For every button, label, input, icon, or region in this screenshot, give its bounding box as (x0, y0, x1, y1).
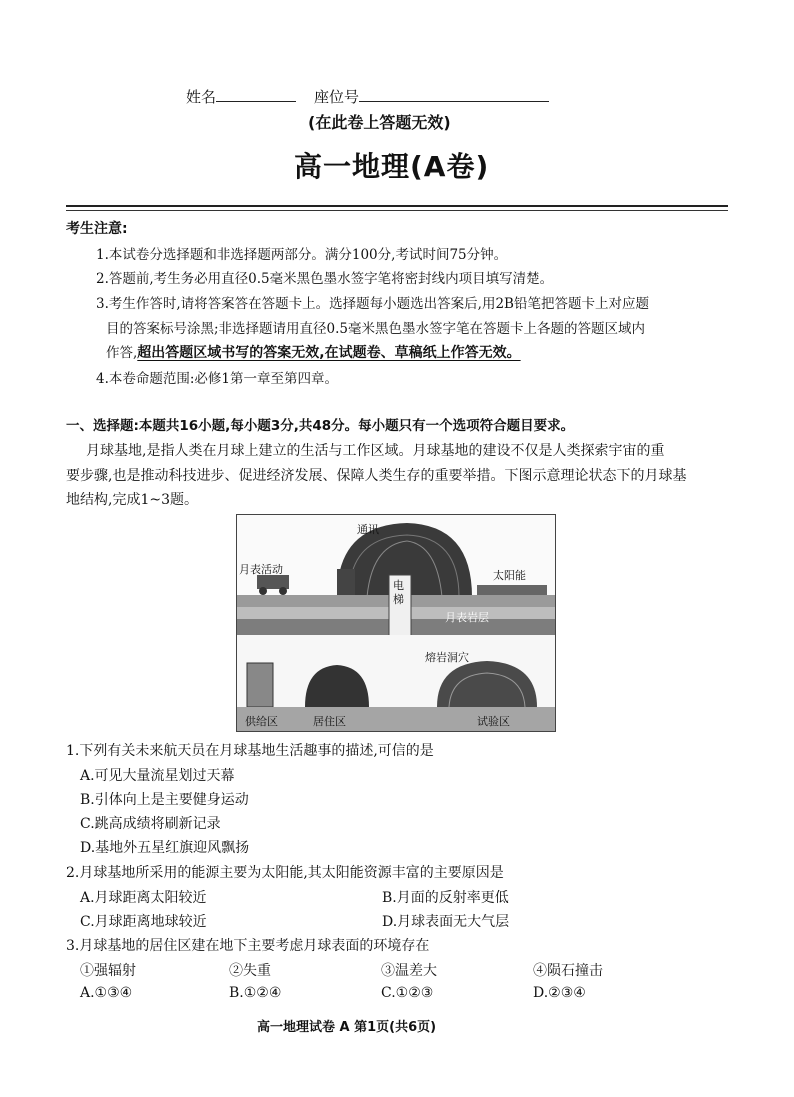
question-1-option-c: C.跳高成绩将刷新记录 (80, 816, 221, 832)
passage-line-2: 要步骤,也是推动科技进步、促进经济发展、保障人类生存的重要举措。下图示意理论状态下的月球基 (66, 468, 687, 484)
page-title: 高一地理(A卷) (294, 150, 490, 183)
question-1-option-a: A.可见大量流星划过天幕 (80, 768, 235, 784)
label-elevator: 电梯 (393, 579, 404, 606)
question-2-option-b: B.月面的反射率更低 (382, 890, 509, 906)
seat-label: 座位号 (314, 88, 360, 106)
notice-item-4: 4.本卷命题范围:必修1第一章至第四章。 (96, 371, 339, 387)
question-2-stem: 2.月球基地所采用的能源主要为太阳能,其太阳能资源丰富的主要原因是 (66, 865, 504, 881)
question-3-option-d: D.②③④ (533, 985, 586, 1001)
question-2-option-d: D.月球表面无大气层 (382, 914, 510, 930)
header-rule (66, 205, 728, 207)
question-3-item-1: ①强辐射 (80, 963, 136, 979)
question-3-item-4: ④陨石撞击 (533, 963, 603, 979)
page-footer: 高一地理试卷 A 第1页(共6页) (257, 1020, 437, 1035)
question-3-stem: 3.月球基地的居住区建在地下主要考虑月球表面的环境存在 (66, 938, 430, 954)
question-3-item-2: ②失重 (229, 963, 271, 979)
label-supply: 供给区 (245, 715, 278, 728)
question-3-option-a: A.①③④ (80, 985, 133, 1001)
label-solar: 太阳能 (493, 569, 526, 582)
notice-heading: 考生注意: (66, 221, 128, 237)
notice-item-1: 1.本试卷分选择题和非选择题两部分。满分100分,考试时间75分钟。 (96, 247, 508, 263)
label-test: 试验区 (477, 715, 510, 728)
section-heading: 一、选择题:本题共16小题,每小题3分,共48分。每小题只有一个选项符合题目要求。 (66, 418, 575, 434)
header-rule-thin (66, 210, 728, 211)
notice-item-3-prefix: 作答, (106, 345, 138, 361)
seat-blank (359, 88, 549, 102)
moon-base-illustration (237, 515, 556, 732)
notice-item-3: 3.考生作答时,请将答案答在答题卡上。选择题每小题选出答案后,用2B铅笔把答题卡上对应题 (96, 296, 649, 312)
label-comm: 通讯 (357, 523, 379, 536)
passage-line-1: 月球基地,是指人类在月球上建立的生活与工作区域。月球基地的建设不仅是人类探索宇宙的重 (86, 443, 665, 459)
name-label: 姓名 (186, 88, 217, 106)
moon-base-figure (236, 514, 556, 732)
notice-item-3-cont2 (106, 341, 521, 362)
label-living: 居住区 (313, 715, 346, 728)
name-field (186, 86, 296, 107)
question-1-option-d: D.基地外五星红旗迎风飘扬 (80, 840, 250, 856)
label-regolith: 月表岩层 (445, 611, 489, 624)
question-2-option-c: C.月球距离地球较近 (80, 914, 207, 930)
passage-line-3: 地结构,完成1~3题。 (66, 492, 198, 508)
question-2-option-a: A.月球距离太阳较近 (80, 890, 207, 906)
question-1-stem: 1.下列有关未来航天员在月球基地生活趣事的描述,可信的是 (66, 743, 434, 759)
question-3-item-3: ③温差大 (381, 963, 437, 979)
question-1-option-b: B.引体向上是主要健身运动 (80, 792, 249, 808)
question-3-option-c: C.①②③ (381, 985, 434, 1001)
notice-item-3-cont: 目的答案标号涂黑;非选择题请用直径0.5毫米黑色墨水签字笔在答题卡上各题的答题区域内 (106, 321, 646, 337)
notice-item-2: 2.答题前,考生务必用直径0.5毫米黑色墨水签字笔将密封线内项目填写清楚。 (96, 271, 554, 287)
label-surface-activity: 月表活动 (239, 563, 283, 576)
name-blank (216, 88, 296, 102)
question-3-option-b: B.①②④ (229, 985, 282, 1001)
seat-field (314, 86, 549, 107)
label-lava-tube: 熔岩洞穴 (425, 651, 469, 664)
invalid-notice: (在此卷上答题无效) (308, 113, 451, 132)
notice-emphasis: 超出答题区域书写的答案无效,在试题卷、草稿纸上作答无效。 (137, 345, 521, 361)
